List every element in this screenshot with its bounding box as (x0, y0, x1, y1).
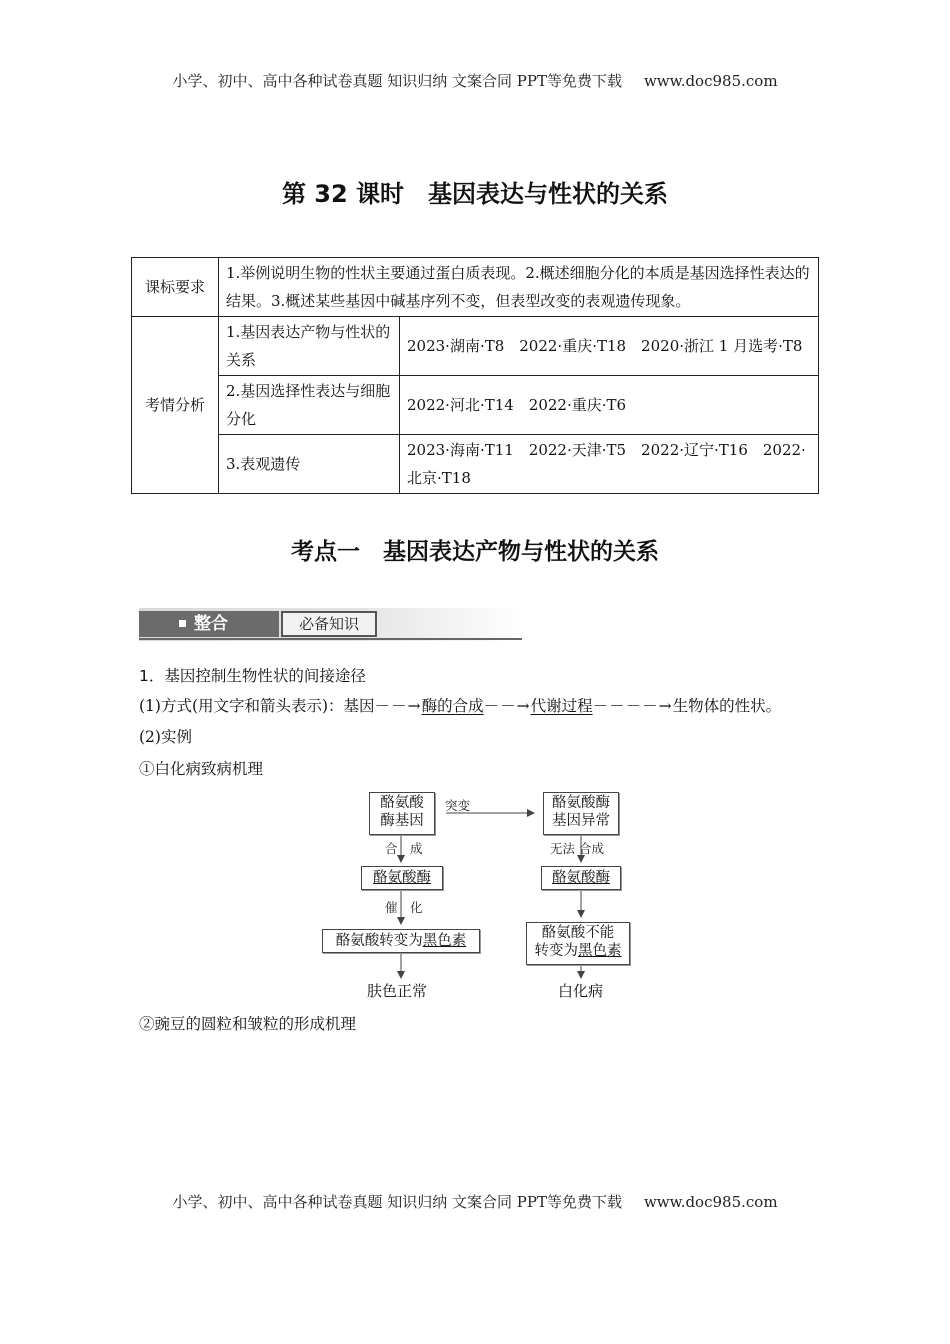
refs-cell: 2023·海南·T11 2022·天津·T5 2022·辽宁·T16 2022·北京·T18 (400, 435, 819, 494)
left-convert-box (322, 929, 480, 953)
footer-text: 小学、初中、高中各种试卷真题 知识归纳 文案合同 PPT等免费下载 (172, 1193, 622, 1211)
banner-sub: 必备知识 (281, 611, 377, 637)
mutation-label: 突变 (445, 798, 471, 813)
page-title: 第 32 课时 基因表达与性状的关系 (281, 180, 669, 208)
topic-cell: 3.表观遗传 (219, 435, 400, 494)
method-line (139, 694, 781, 716)
standard-content: 1.举例说明生物的性状主要通过蛋白质表现。2.概述细胞分化的本质是基因选择性表达的结果。3.概述某些基因中碱基序列不变，但表型改变的表观遗传现象。 (219, 258, 819, 317)
right-convert-prefix: 转变为 (534, 943, 578, 959)
left-convert-prefix: 酪氨酸转变为 (335, 933, 423, 949)
table-row (132, 258, 819, 317)
right-convert-box (526, 922, 630, 965)
table-row (132, 376, 819, 435)
right-gene-box (543, 792, 619, 835)
example-label: (2)实例 (139, 728, 192, 746)
method-blank-1: 酶的合成 (421, 697, 484, 715)
banner-main (139, 611, 279, 637)
page-footer (0, 1191, 950, 1212)
footer-url[interactable]: www.doc985.com (643, 1193, 778, 1211)
right-gene-line1: 酪氨酸酶 (552, 795, 610, 811)
catalyze-label: 催 化 (385, 900, 423, 915)
banner-main-label: 整合 (194, 614, 228, 634)
row-label-standard: 课标要求 (132, 258, 219, 317)
topic-cell: 1.基因表达产物与性状的关系 (219, 317, 400, 376)
dash-arrow-icon: －－－－→ (592, 697, 673, 715)
left-result: 肤色正常 (367, 982, 428, 1000)
requirements-table (131, 257, 819, 494)
albinism-diagram (300, 780, 660, 1010)
left-gene-line1: 酪氨酸 (380, 795, 424, 811)
right-enzyme-box (541, 866, 621, 890)
dash-arrow-icon: －－→ (374, 697, 422, 715)
section-heading: 考点一 基因表达产物与性状的关系 (291, 539, 659, 565)
topic-cell: 2.基因选择性表达与细胞分化 (219, 376, 400, 435)
row-label-analysis: 考情分析 (132, 317, 219, 494)
right-enzyme-label: 酪氨酸酶 (552, 870, 610, 886)
left-convert-blank: 黑色素 (422, 933, 467, 949)
refs-cell: 2023·湖南·T8 2022·重庆·T18 2020·浙江 1 月选考·T8 (400, 317, 819, 376)
page-header (0, 70, 950, 91)
header-text: 小学、初中、高中各种试卷真题 知识归纳 文案合同 PPT等免费下载 (172, 72, 622, 90)
right-convert-blank: 黑色素 (578, 943, 622, 959)
right-result: 白化病 (558, 982, 604, 1000)
right-gene-line2: 基因异常 (552, 813, 610, 829)
left-enzyme-box (361, 866, 443, 890)
subsection-title: 1．基因控制生物性状的间接途径 (139, 667, 366, 685)
table-row (132, 435, 819, 494)
knowledge-banner (139, 608, 522, 641)
method-prefix: (1)方式(用文字和箭头表示)：基因 (139, 697, 375, 715)
albinism-title: ①白化病致病机理 (139, 760, 264, 778)
pea-title: ②豌豆的圆粒和皱粒的形成机理 (139, 1015, 357, 1033)
refs-cell: 2022·河北·T14 2022·重庆·T6 (400, 376, 819, 435)
left-gene-line2: 酶基因 (380, 813, 424, 829)
square-icon (179, 620, 186, 627)
table-row (132, 317, 819, 376)
dash-arrow-icon: －－→ (483, 697, 531, 715)
right-synth-label: 无法 合成 (550, 841, 604, 856)
left-synth-label: 合 成 (385, 841, 423, 856)
method-blank-2: 代谢过程 (530, 697, 593, 715)
header-url[interactable]: www.doc985.com (643, 72, 778, 90)
left-gene-box (369, 792, 435, 835)
banner-divider (139, 638, 522, 640)
right-convert-line1: 酪氨酸不能 (541, 925, 615, 941)
left-enzyme-label: 酪氨酸酶 (373, 870, 431, 886)
method-suffix: 生物体的性状。 (672, 697, 782, 715)
